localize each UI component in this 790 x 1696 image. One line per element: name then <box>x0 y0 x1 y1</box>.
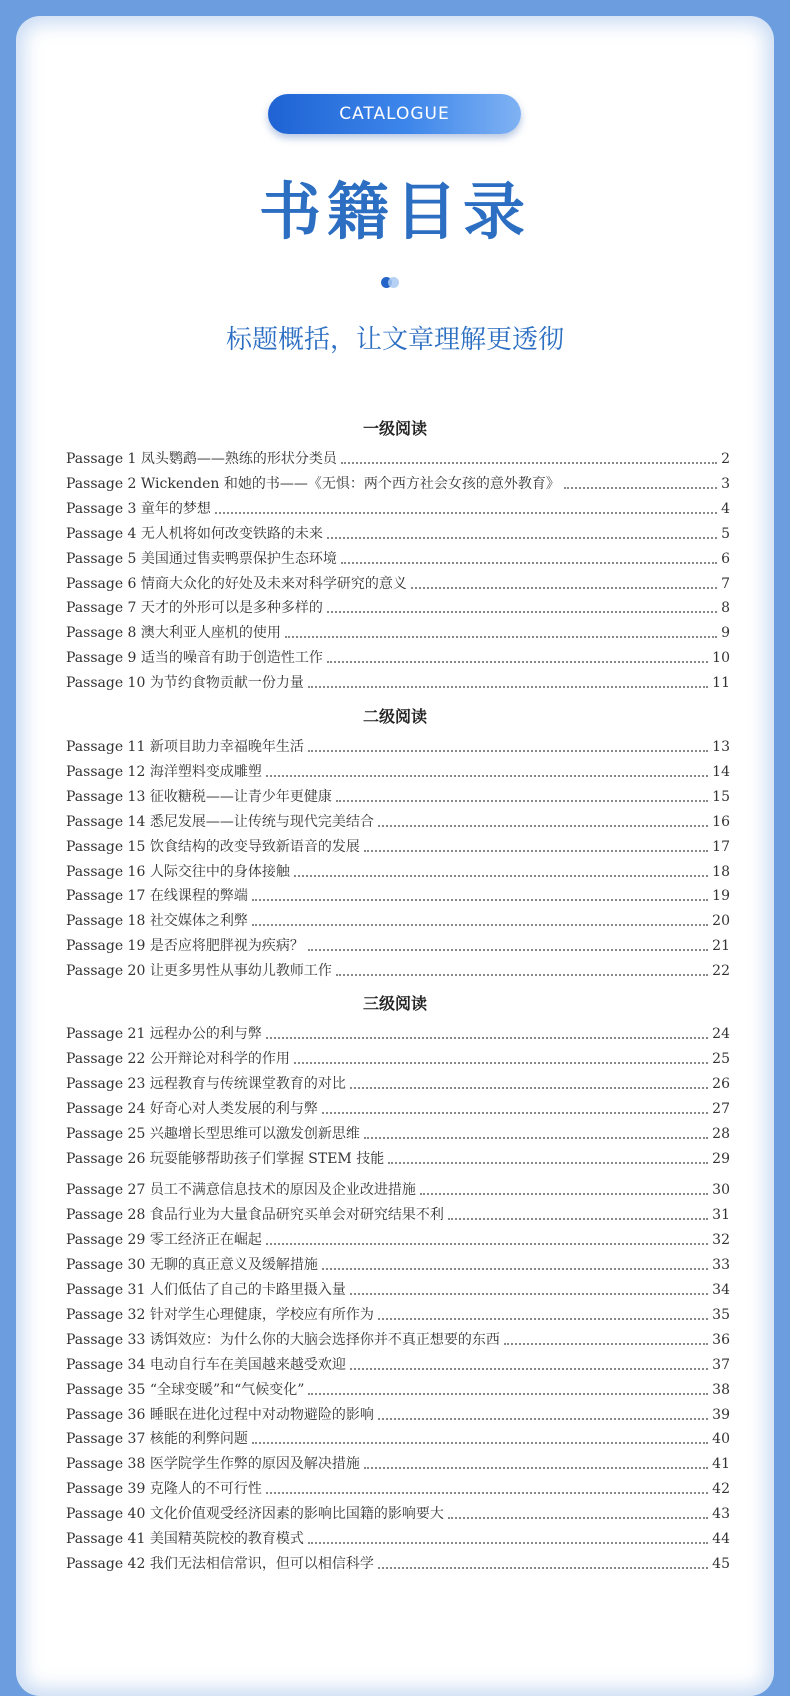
toc-entry-title: Passage 34 电动自行车在美国越来越受欢迎 <box>66 1357 346 1373</box>
toc-entry[interactable] <box>66 1552 730 1574</box>
toc-page-number: 39 <box>712 1407 730 1423</box>
toc-entry[interactable] <box>66 1527 730 1549</box>
toc-entry[interactable] <box>66 1427 730 1449</box>
toc-page-number: 8 <box>721 600 730 616</box>
toc-entry-title: Passage 4 无人机将如何改变铁路的未来 <box>66 526 323 542</box>
toc-page-number: 6 <box>721 551 730 567</box>
toc-page-number: 31 <box>712 1207 730 1223</box>
decorative-dots-icon <box>381 275 407 289</box>
toc-entry-title: Passage 32 针对学生心理健康，学校应有所作为 <box>66 1307 374 1323</box>
dot-leader <box>350 1293 708 1295</box>
dot-leader <box>411 587 717 589</box>
toc-entry[interactable] <box>66 646 730 668</box>
toc-entry[interactable] <box>66 1122 730 1144</box>
dot-leader <box>294 1062 708 1064</box>
toc-page-number: 9 <box>721 625 730 641</box>
toc-entry-title: Passage 29 零工经济正在崛起 <box>66 1232 262 1248</box>
dot-leader <box>448 1517 708 1519</box>
toc-entry[interactable] <box>66 735 730 757</box>
dot-leader <box>252 924 708 926</box>
toc-entry-title: Passage 17 在线课程的弊端 <box>66 888 248 904</box>
toc-entry-title: Passage 24 好奇心对人类发展的利与弊 <box>66 1101 318 1117</box>
dot-leader <box>327 537 717 539</box>
dot-leader <box>378 1567 708 1569</box>
toc-entry[interactable] <box>66 497 730 519</box>
toc-page-number: 43 <box>712 1506 730 1522</box>
toc-page-number: 13 <box>712 739 730 755</box>
toc-entry[interactable] <box>66 1072 730 1094</box>
toc-entry[interactable] <box>66 835 730 857</box>
toc-entry-title: Passage 41 美国精英院校的教育模式 <box>66 1531 304 1547</box>
page-title: 书籍目录 <box>258 175 531 248</box>
toc-entry-title: Passage 42 我们无法相信常识，但可以相信科学 <box>66 1556 374 1572</box>
toc-entry[interactable] <box>66 760 730 782</box>
toc-entry[interactable] <box>66 860 730 882</box>
dot-leader <box>378 1418 708 1420</box>
toc-entry-title: Passage 31 人们低估了自己的卡路里摄入量 <box>66 1282 346 1298</box>
dot-leader <box>266 1037 708 1039</box>
toc-entry-title: Passage 14 悉尼发展——让传统与现代完美结合 <box>66 814 374 830</box>
toc-entry[interactable] <box>66 522 730 544</box>
toc-entry[interactable] <box>66 621 730 643</box>
dot-leader <box>364 850 708 852</box>
toc-page-number: 19 <box>712 888 730 904</box>
toc-page-number: 40 <box>712 1431 730 1447</box>
toc-entry-title: Passage 30 无聊的真正意义及缓解措施 <box>66 1257 318 1273</box>
toc-entry[interactable] <box>66 1178 730 1200</box>
toc-page-number: 25 <box>712 1051 730 1067</box>
dot-leader <box>341 562 717 564</box>
toc-entry[interactable] <box>66 547 730 569</box>
toc-page-number: 24 <box>712 1026 730 1042</box>
dot-leader <box>266 1243 708 1245</box>
toc-page-number: 5 <box>721 526 730 542</box>
toc-entry-title: Passage 40 文化价值观受经济因素的影响比国籍的影响要大 <box>66 1506 444 1522</box>
toc-entry-title: Passage 6 情商大众化的好处及未来对科学研究的意义 <box>66 576 407 592</box>
section-heading: 三级阅读 <box>362 994 427 1013</box>
toc-entry[interactable] <box>66 1097 730 1119</box>
toc-entry-title: Passage 5 美国通过售卖鸭票保护生态环境 <box>66 551 337 567</box>
toc-entry[interactable] <box>66 810 730 832</box>
toc-entry-title: Passage 12 海洋塑料变成雕塑 <box>66 764 262 780</box>
toc-entry[interactable] <box>66 1147 730 1169</box>
toc-entry-title: Passage 8 澳大利亚人座机的使用 <box>66 625 281 641</box>
toc-entry[interactable] <box>66 572 730 594</box>
toc-entry[interactable] <box>66 1022 730 1044</box>
toc-entry[interactable] <box>66 1278 730 1300</box>
dot-leader <box>308 949 708 951</box>
dot-leader <box>252 899 708 901</box>
toc-page-number: 34 <box>712 1282 730 1298</box>
toc-page-number: 18 <box>712 864 730 880</box>
toc-entry-title: Passage 27 员工不满意信息技术的原因及企业改进措施 <box>66 1182 416 1198</box>
toc-entry[interactable] <box>66 1477 730 1499</box>
dot-leader <box>420 1193 708 1195</box>
toc-entry-title: Passage 19 是否应将肥胖视为疾病？ <box>66 938 304 954</box>
toc-page-number: 41 <box>712 1456 730 1472</box>
toc-page-number: 32 <box>712 1232 730 1248</box>
dot-leader <box>336 974 708 976</box>
dot-leader <box>308 750 708 752</box>
toc-entry-title: Passage 22 公开辩论对科学的作用 <box>66 1051 290 1067</box>
toc-page-number: 27 <box>712 1101 730 1117</box>
dot-leader <box>322 1112 708 1114</box>
toc-page-number: 15 <box>712 789 730 805</box>
toc-entry-title: Passage 15 饮食结构的改变导致新语音的发展 <box>66 839 360 855</box>
toc-page-number: 14 <box>712 764 730 780</box>
toc-page-number: 33 <box>712 1257 730 1273</box>
section-heading: 二级阅读 <box>362 707 427 726</box>
toc-entry[interactable] <box>66 785 730 807</box>
toc-page-number: 45 <box>712 1556 730 1572</box>
toc-page-number: 22 <box>712 963 730 979</box>
toc-entry[interactable] <box>66 934 730 956</box>
toc-entry-title: Passage 21 远程办公的利与弊 <box>66 1026 262 1042</box>
dot-leader <box>364 1137 708 1139</box>
toc-entry-title: Passage 2 Wickenden 和她的书——《无惧：两个西方社会女孩的意外教育》 <box>66 476 560 492</box>
toc-page-number: 36 <box>712 1332 730 1348</box>
dot-leader <box>378 1318 708 1320</box>
toc-entry-title: Passage 11 新项目助力幸福晚年生活 <box>66 739 304 755</box>
toc-page-number: 42 <box>712 1481 730 1497</box>
toc-entry-title: Passage 28 食品行业为大量食品研究买单会对研究结果不利 <box>66 1207 444 1223</box>
toc-entry-title: Passage 33 诱饵效应：为什么你的大脑会选择你并不真正想要的东西 <box>66 1332 500 1348</box>
section-heading: 一级阅读 <box>362 419 427 438</box>
toc-entry[interactable] <box>66 1253 730 1275</box>
dot-leader <box>252 1442 708 1444</box>
dot-leader <box>215 512 717 514</box>
toc-entry[interactable] <box>66 909 730 931</box>
toc-entry-title: Passage 10 为节约食物贡献一份力量 <box>66 675 304 691</box>
dot-leader <box>364 1467 708 1469</box>
toc-page-number: 4 <box>721 501 730 517</box>
toc-entry-title: Passage 26 玩耍能够帮助孩子们掌握 STEM 技能 <box>66 1151 385 1167</box>
toc-page-number: 28 <box>712 1126 730 1142</box>
toc-page-number: 2 <box>721 451 730 467</box>
toc-entry[interactable] <box>66 671 730 693</box>
toc-page-number: 3 <box>721 476 730 492</box>
dot-leader <box>350 1368 708 1370</box>
dot-leader <box>308 686 708 688</box>
toc-page-number: 44 <box>712 1531 730 1547</box>
toc-entry[interactable] <box>66 884 730 906</box>
toc-entry-title: Passage 25 兴趣增长型思维可以激发创新思维 <box>66 1126 360 1142</box>
toc-entry[interactable] <box>66 596 730 618</box>
toc-entry-title: Passage 20 让更多男性从事幼儿教师工作 <box>66 963 332 979</box>
toc-entry-title: Passage 23 远程教育与传统课堂教育的对比 <box>66 1076 346 1092</box>
dot-leader <box>336 800 708 802</box>
toc-page-number: 29 <box>712 1151 730 1167</box>
toc-entry-title: Passage 16 人际交往中的身体接触 <box>66 864 290 880</box>
toc-page-number: 16 <box>712 814 730 830</box>
dot-leader <box>448 1218 708 1220</box>
toc-entry[interactable] <box>66 472 730 494</box>
toc-entry[interactable] <box>66 1502 730 1524</box>
toc-entry-title: Passage 1 凤头鹦鹉——熟练的形状分类员 <box>66 451 337 467</box>
dot-leader <box>341 462 717 464</box>
dot-leader <box>504 1343 708 1345</box>
toc-entry-title: Passage 3 童年的梦想 <box>66 501 211 517</box>
page-subtitle: 标题概括，让文章理解更透彻 <box>225 325 564 355</box>
toc-entry-title: Passage 39 克隆人的不可行性 <box>66 1481 262 1497</box>
toc-entry[interactable] <box>66 1378 730 1400</box>
dot-leader <box>322 1268 708 1270</box>
dot-leader <box>308 1542 708 1544</box>
toc-entry[interactable] <box>66 1403 730 1425</box>
dot-leader <box>266 775 708 777</box>
toc-entry[interactable] <box>66 1228 730 1250</box>
dot-leader <box>388 1162 708 1164</box>
toc-entry-title: Passage 35 “全球变暖”和“气候变化” <box>66 1382 305 1398</box>
dot-leader <box>350 1087 708 1089</box>
toc-entry-title: Passage 37 核能的利弊问题 <box>66 1431 248 1447</box>
dot-leader <box>327 611 717 613</box>
toc-page-number: 11 <box>712 675 730 691</box>
dot-leader <box>266 1492 708 1494</box>
catalogue-pill: CATALOGUE <box>268 94 521 134</box>
dot-leader <box>308 1393 708 1395</box>
toc-entry[interactable] <box>66 1047 730 1069</box>
toc-page-number: 7 <box>721 576 730 592</box>
toc-entry[interactable] <box>66 1353 730 1375</box>
dot-leader <box>378 825 708 827</box>
dot-leader <box>285 636 717 638</box>
toc-page-number: 21 <box>712 938 730 954</box>
toc-page-number: 17 <box>712 839 730 855</box>
toc-entry-title: Passage 38 医学院学生作弊的原因及解决措施 <box>66 1456 360 1472</box>
toc-entry-title: Passage 13 征收糖税——让青少年更健康 <box>66 789 332 805</box>
toc-page-number: 10 <box>712 650 730 666</box>
toc-entry[interactable] <box>66 447 730 469</box>
toc-page-number: 20 <box>712 913 730 929</box>
toc-page-number: 30 <box>712 1182 730 1198</box>
toc-entry[interactable] <box>66 1203 730 1225</box>
toc-entry[interactable] <box>66 959 730 981</box>
toc-page-number: 26 <box>712 1076 730 1092</box>
toc-entry-title: Passage 18 社交媒体之利弊 <box>66 913 248 929</box>
toc-entry-title: Passage 7 天才的外形可以是多种多样的 <box>66 600 323 616</box>
dot-leader <box>294 875 708 877</box>
toc-entry-title: Passage 36 睡眠在进化过程中对动物避险的影响 <box>66 1407 374 1423</box>
toc-entry[interactable] <box>66 1303 730 1325</box>
dot-leader <box>564 487 717 489</box>
toc-entry[interactable] <box>66 1452 730 1474</box>
toc-page-number: 38 <box>712 1382 730 1398</box>
toc-entry[interactable] <box>66 1328 730 1350</box>
toc-page-number: 35 <box>712 1307 730 1323</box>
dot-leader <box>327 661 708 663</box>
toc-entry-title: Passage 9 适当的噪音有助于创造性工作 <box>66 650 323 666</box>
toc-page-number: 37 <box>712 1357 730 1373</box>
